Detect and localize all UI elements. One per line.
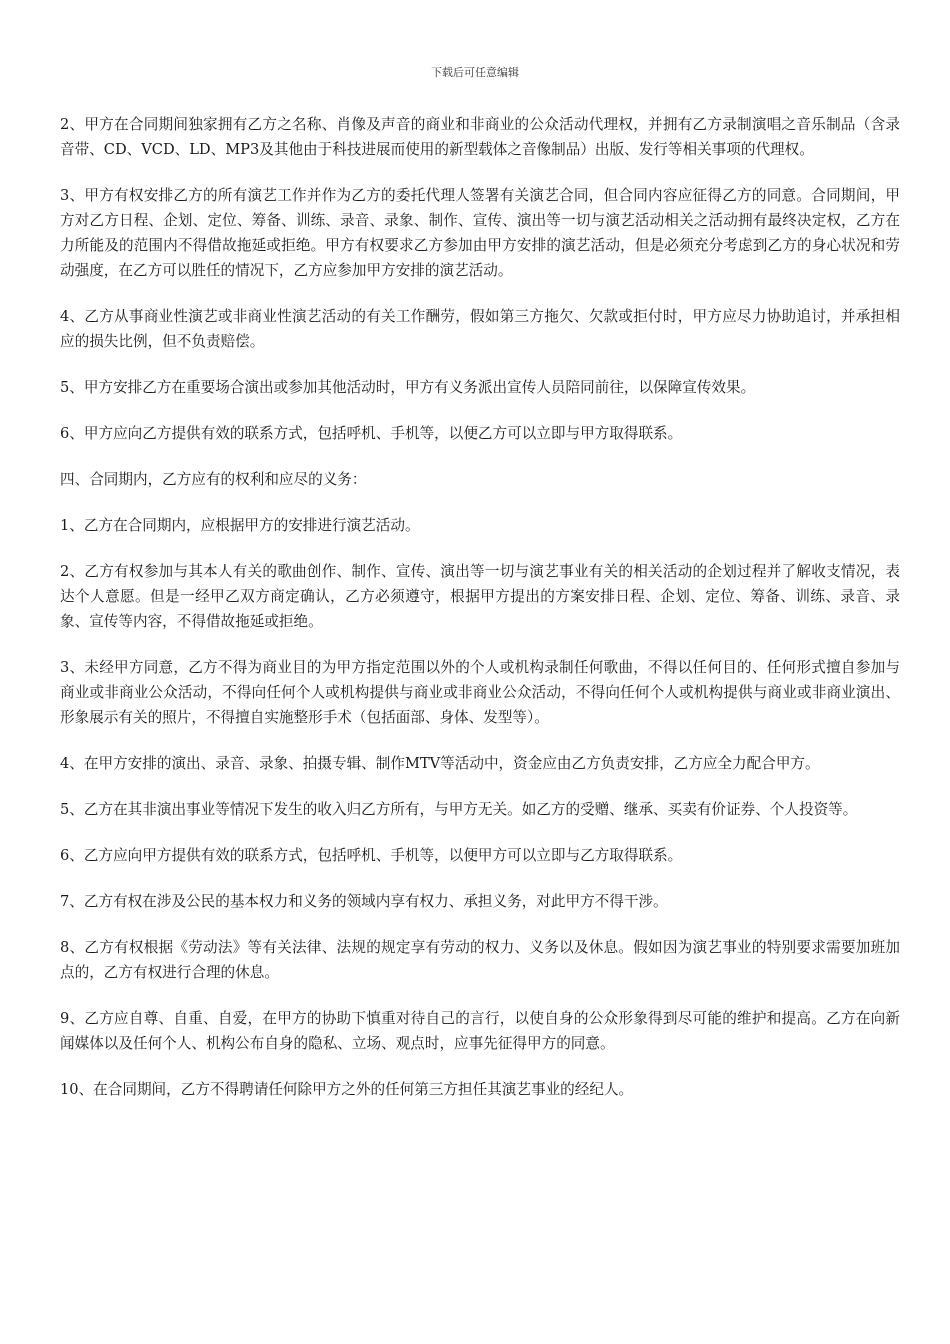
clause-4-10: 10、在合同期间，乙方不得聘请任何除甲方之外的任何第三方担任其演艺事业的经纪人。 xyxy=(60,1081,634,1098)
section-heading-4: 四、合同期内，乙方应有的权利和应尽的义务： xyxy=(60,471,367,488)
clause-3-4: 4、乙方从事商业性演艺或非商业性演艺活动的有关工作酬劳，假如第三方拖欠、欠款或拒付时，甲方应尽力协助追讨，并承担相应的损失比例，但不负责赔偿。 xyxy=(60,308,900,350)
header-note: 下载后可任意编辑 xyxy=(431,66,519,79)
clause-4-6: 6、乙方应向甲方提供有效的联系方式，包括呼机、手机等，以便甲方可以立即与乙方取得联系。 xyxy=(60,847,683,864)
clause-3-5: 5、甲方安排乙方在重要场合演出或参加其他活动时，甲方有义务派出宣传人员陪同前往，以保障宣传效果。 xyxy=(60,379,756,396)
clause-4-2: 2、乙方有权参加与其本人有关的歌曲创作、制作、宣传、演出等一切与演艺事业有关的相关活动的企划过程并了解收支情况，表达个人意愿。但是一经甲乙双方商定确认，乙方必须遵守，根据甲方提出的方案安排日程、企划、定位、筹备、训练、录音、录象、宣传等内容，不得借故拖延或拒绝。 xyxy=(60,563,900,630)
clause-4-5: 5、乙方在其非演出事业等情况下发生的收入归乙方所有，与甲方无关。如乙方的受赠、继承、买卖有价证券、个人投资等。 xyxy=(60,801,858,818)
clause-3-6: 6、甲方应向乙方提供有效的联系方式，包括呼机、手机等，以便乙方可以立即与甲方取得联系。 xyxy=(60,425,683,442)
clause-3-3: 3、甲方有权安排乙方的所有演艺工作并作为乙方的委托代理人签署有关演艺合同，但合同内容应征得乙方的同意。合同期间，甲方对乙方日程、企划、定位、筹备、训练、录音、录象、制作、宣传、演出等一切与演艺活动相关之活动拥有最终决定权，乙方在力所能及的范围内不得借故拖延或拒绝。甲方有权要求乙方参加由甲方安排的演艺活动，但是必须充分考虑到乙方的身心状况和劳动强度，在乙方可以胜任的情况下，乙方应参加甲方安排的演艺活动。 xyxy=(60,187,900,279)
clause-4-7: 7、乙方有权在涉及公民的基本权力和义务的领域内享有权力、承担义务，对此甲方不得干涉。 xyxy=(60,893,668,910)
clause-3-2: 2、甲方在合同期间独家拥有乙方之名称、肖像及声音的商业和非商业的公众活动代理权，并拥有乙方录制演唱之音乐制品（含录音带、CD、VCD、LD、MP3及其他由于科技进展而使用的新型载体之音像制品）出版、发行等相关事项的代理权。 xyxy=(60,116,900,158)
clause-4-1: 1、乙方在合同期内，应根据甲方的安排进行演艺活动。 xyxy=(60,517,420,534)
document-body xyxy=(60,112,900,1123)
clause-4-9: 9、乙方应自尊、自重、自爱，在甲方的协助下慎重对待自己的言行，以使自身的公众形象得到尽可能的维护和提高。乙方在向新闻媒体以及任何个人、机构公布自身的隐私、立场、观点时，应事先征得甲方的同意。 xyxy=(60,1010,900,1052)
clause-4-4: 4、在甲方安排的演出、录音、录象、拍摄专辑、制作MTV等活动中，资金应由乙方负责安排，乙方应全力配合甲方。 xyxy=(60,755,820,772)
clause-4-3: 3、未经甲方同意，乙方不得为商业目的为甲方指定范围以外的个人或机构录制任何歌曲，不得以任何目的、任何形式擅自参加与商业或非商业公众活动，不得向任何个人或机构提供与商业或非商业公众活动，不得向任何个人或机构提供与商业或非商业演出、形象展示有关的照片，不得擅自实施整形手术（包括面部、身体、发型等）。 xyxy=(60,659,900,726)
clause-4-8: 8、乙方有权根据《劳动法》等有关法律、法规的规定享有劳动的权力、义务以及休息。假如因为演艺事业的特别要求需要加班加点的，乙方有权进行合理的休息。 xyxy=(60,939,900,981)
